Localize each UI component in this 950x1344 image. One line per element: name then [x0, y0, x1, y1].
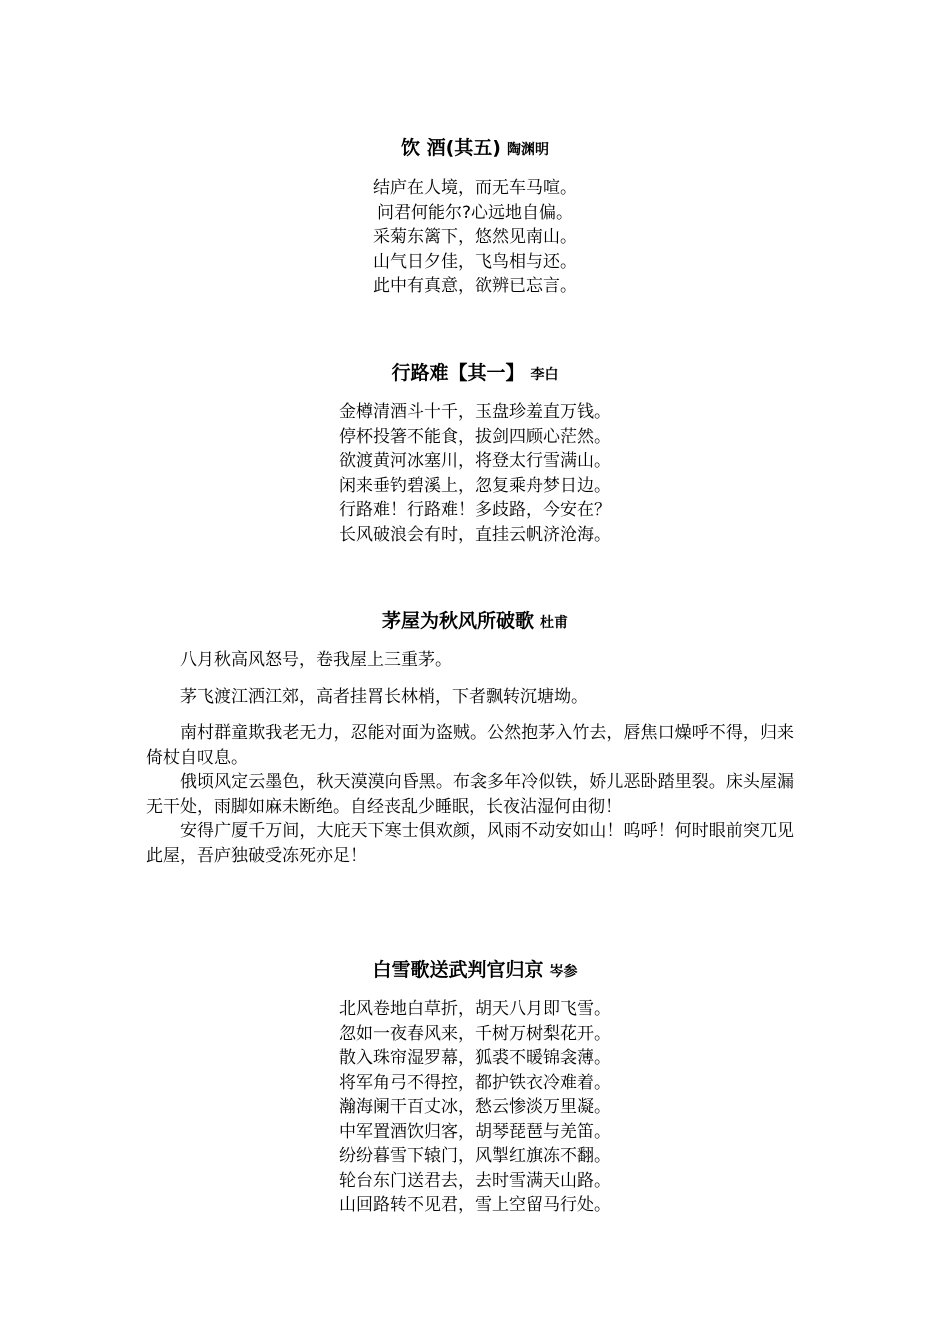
- poem-heading: [0, 957, 950, 985]
- poem-heading: [0, 608, 950, 636]
- poem-author: 陶渊明: [506, 142, 549, 158]
- poem-line: 结庐在人境，而无车马喧。: [373, 178, 577, 198]
- poem-xinglunan: [0, 360, 950, 547]
- poem-line: 长风破浪会有时，直挂云帆济沧海。: [339, 524, 611, 545]
- poem-title: 白雪歌送武判官归京: [372, 959, 544, 981]
- poem-line: 采菊东篱下，悠然见南山。: [373, 227, 577, 247]
- poem-line: 忽如一夜春风来，千树万树梨花开。: [339, 1023, 611, 1044]
- poem-line: 问君何能尔?心远地自偏。: [376, 202, 574, 223]
- poem-heading: [0, 135, 950, 163]
- poem-maowu: [0, 608, 950, 636]
- poem-author: 杜甫: [540, 615, 568, 631]
- poem-paragraph: 八月秋高风怒号，卷我屋上三重茅。: [180, 650, 452, 670]
- poem-paragraph: 南村群童欺我老无力，忍能对面为盗贼。公然抱茅入竹去，唇焦口燥呼不得，归来倚杖自叹息。: [146, 723, 794, 768]
- poem-title: 茅屋为秋风所破歌: [381, 610, 534, 632]
- poem-paragraph: 安得广厦千万间，大庇天下寒士俱欢颜，风雨不动安如山！呜呼！何时眼前突兀见此屋，吾庐独破受冻死亦足！: [146, 821, 794, 866]
- poem-line: 欲渡黄河冰塞川，将登太行雪满山。: [339, 451, 611, 471]
- poem-line: 闲来垂钓碧溪上，忽复乘舟梦日边。: [339, 475, 611, 496]
- poem-line: 轮台东门送君去，去时雪满天山路。: [339, 1170, 611, 1191]
- poem-yinjiu: [0, 135, 950, 299]
- poem-line: 瀚海阑干百丈冰，愁云惨淡万里凝。: [339, 1097, 611, 1117]
- poem-line: 北风卷地白草折，胡天八月即飞雪。: [339, 999, 611, 1019]
- poem-paragraph: 俄顷风定云墨色，秋天漠漠向昏黑。布衾多年冷似铁，娇儿恶卧踏里裂。床头屋漏无干处，雨脚如麻未断绝。自经丧乱少睡眠，长夜沾湿何由彻！: [146, 772, 794, 817]
- poem-author: 岑参: [549, 964, 578, 980]
- poem-line: 纷纷暮雪下辕门，风掣红旗冻不翻。: [339, 1146, 611, 1166]
- poem-maowu-body: [146, 648, 794, 868]
- poem-line: 此中有真意，欲辨已忘言。: [373, 276, 577, 296]
- poem-line: 将军角弓不得控，都护铁衣冷难着。: [339, 1072, 611, 1093]
- poem-title: 行路难【其一】: [391, 362, 525, 384]
- poem-author: 李白: [530, 367, 559, 383]
- poem-baixuege: [0, 957, 950, 1218]
- poem-title: 饮 酒(其五): [401, 137, 501, 159]
- poem-line: 山回路转不见君，雪上空留马行处。: [339, 1195, 611, 1215]
- poem-heading: [0, 360, 950, 388]
- poem-line: 中军置酒饮归客，胡琴琵琶与羌笛。: [339, 1121, 611, 1142]
- poem-line: 停杯投箸不能食，拔剑四顾心茫然。: [339, 426, 611, 447]
- poem-line: 山气日夕佳，飞鸟相与还。: [373, 251, 577, 272]
- poem-line: 金樽清酒斗十千，玉盘珍羞直万钱。: [339, 402, 611, 422]
- poem-paragraph: 茅飞渡江洒江郊，高者挂罥长林梢，下者飘转沉塘坳。: [180, 686, 588, 707]
- poem-line: 行路难！行路难！多歧路，今安在？: [339, 500, 611, 520]
- poem-line: 散入珠帘湿罗幕，狐裘不暖锦衾薄。: [339, 1048, 611, 1068]
